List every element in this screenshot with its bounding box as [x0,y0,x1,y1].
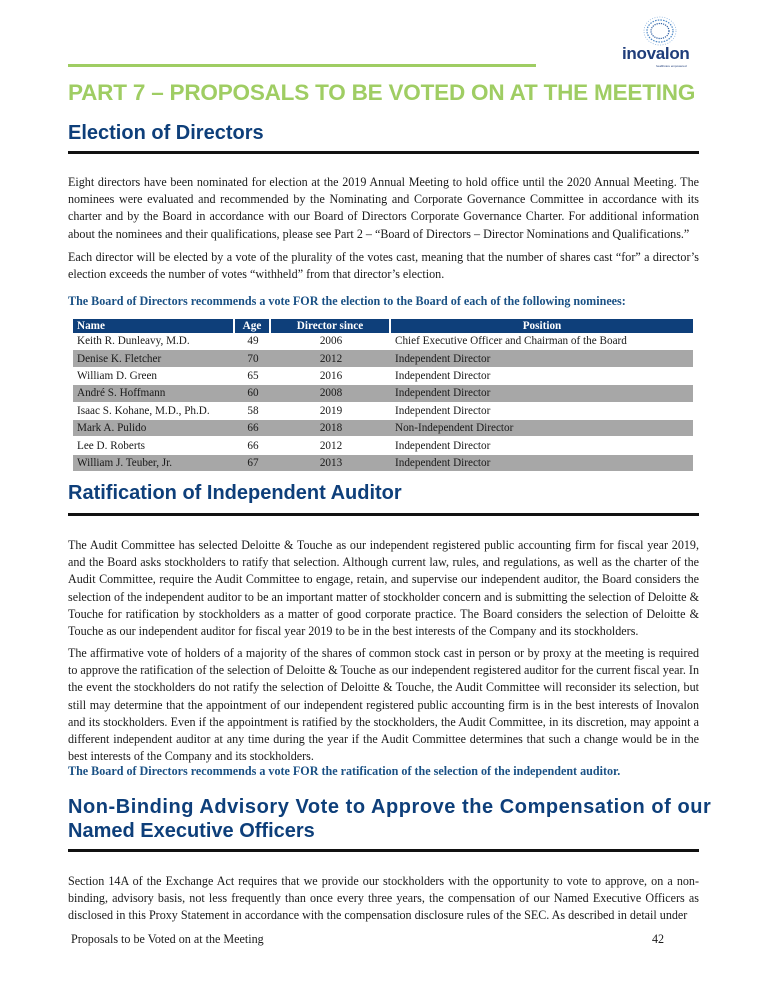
auditor-paragraph-2: The affirmative vote of holders of a majority of the shares of common stock cast in person or by proxy at the meeting is required to approve the ratification of the selection of Deloitte & Touche as our independent registered auditor for the current fiscal year. In the event the stockholders do not ratify the selection of Deloitte & Touche, the Audit Committee will reconsider its selection, but still may determine that the appointment of our independent registered public accounting firm is in the best interests of Inovalon and its stockholders. Even if the appointment is ratified by the stockholders, the Audit Committee, in its discretion, may appoint a different independent auditor at any time during the year if the Audit Committee determines that such a change would be in the best interests of the Company and its stockholders. [68,646,699,764]
column-header-name: Name [73,319,235,333]
column-header-position: Position [391,319,693,333]
election-heading-rule [68,151,699,154]
cell-age: 58 [235,403,271,420]
cell-position: Independent Director [391,437,693,454]
cell-position: Independent Director [391,403,693,420]
table-row [73,333,693,350]
cell-director-since: 2006 [271,333,391,350]
cell-name: Keith R. Dunleavy, M.D. [73,333,235,350]
table-row [73,437,693,454]
logo-tagline: healthcare empowered [656,64,687,68]
part-title: PART 7 – PROPOSALS TO BE VOTED ON AT THE MEETING [68,80,696,105]
election-heading: Election of Directors [68,122,264,144]
cell-age: 66 [235,437,271,454]
cell-director-since: 2012 [271,437,391,454]
cell-director-since: 2013 [271,455,391,472]
logo-wordmark: inovalon [622,44,690,63]
footer-section-label: Proposals to be Voted on at the Meeting [71,932,264,946]
cell-director-since: 2016 [271,368,391,385]
cell-position: Chief Executive Officer and Chairman of the Board [391,333,693,350]
cell-age: 67 [235,455,271,472]
sunburst-ring-icon [640,14,680,48]
cell-age: 65 [235,368,271,385]
cell-name: Denise K. Fletcher [73,350,235,367]
cell-director-since: 2012 [271,350,391,367]
cell-name: William J. Teuber, Jr. [73,455,235,472]
table-row [73,385,693,402]
table-row [73,455,693,472]
election-paragraph-1: Eight directors have been nominated for election at the 2019 Annual Meeting to hold office until the 2020 Annual Meeting. The nominees were evaluated and recommended by the Nominating and Corporate Governance Committee in accordance with its charter and by the Board in accordance with our Board of Directors Corporate Governance Charter. For additional information about the nominees and their qualifications, please see Part 2 – “Board of Directors – Director Nominations and Qualifications.” [68,175,699,241]
compensation-heading-line-2: Named Executive Officers [68,820,315,842]
cell-age: 66 [235,420,271,437]
cell-position: Independent Director [391,385,693,402]
auditor-recommendation: The Board of Directors recommends a vote FOR the ratification of the selection of the independent auditor. [68,764,621,778]
table-row [73,368,693,385]
director-nominees-table [73,319,693,472]
cell-position: Independent Director [391,368,693,385]
company-logo [618,14,708,68]
cell-position: Non-Independent Director [391,420,693,437]
table-row [73,420,693,437]
cell-position: Independent Director [391,350,693,367]
cell-director-since: 2008 [271,385,391,402]
cell-director-since: 2018 [271,420,391,437]
page-number: 42 [652,932,665,946]
header-green-rule [68,64,536,67]
table-row [73,350,693,367]
compensation-heading-rule [68,849,699,852]
election-recommendation: The Board of Directors recommends a vote FOR the election to the Board of each of the following nominees: [68,294,626,308]
election-paragraph-2: Each director will be elected by a vote of the plurality of the votes cast, meaning that the number of shares cast “for” a director’s election exceeds the number of votes “withheld” from that director’s election. [68,250,699,282]
auditor-paragraph-1: The Audit Committee has selected Deloitte & Touche as our independent registered public accounting firm for fiscal year 2019, and the Board asks stockholders to ratify that selection. Although current law, rules, and regulations, as well as the charter of the Audit Committee, require the Audit Committee to engage, retain, and supervise our independent auditor, the Board considers the selection of the independent auditor to be an important matter of stockholder concern and is submitting the selection of Deloitte & Touche for ratification by stockholders as a matter of good corporate practice. The Board considers the selection of Deloitte & Touche as our independent auditor for fiscal year 2019 to be in the best interests of the Company and its stockholders. [68,538,699,639]
cell-name: Isaac S. Kohane, M.D., Ph.D. [73,403,235,420]
cell-name: Lee D. Roberts [73,437,235,454]
cell-name: Mark A. Pulido [73,420,235,437]
cell-age: 60 [235,385,271,402]
cell-position: Independent Director [391,455,693,472]
cell-age: 49 [235,333,271,350]
cell-name: William D. Green [73,368,235,385]
compensation-paragraph: Section 14A of the Exchange Act requires that we provide our stockholders with the opportunity to vote to approve, on a non-binding, advisory basis, not less frequently than once every three years, the compensation of our Named Executive Officers as disclosed in this Proxy Statement in accordance with the compensation disclosure rules of the SEC. As described in detail under [68,874,699,923]
column-header-age: Age [235,319,271,333]
auditor-heading-rule [68,513,699,516]
auditor-heading: Ratification of Independent Auditor [68,482,402,504]
column-header-director-since: Director since [271,319,391,333]
cell-director-since: 2019 [271,403,391,420]
cell-age: 70 [235,350,271,367]
table-header-row [73,319,693,333]
table-row [73,403,693,420]
compensation-heading-line-1: Non-Binding Advisory Vote to Approve the Compensation of our [68,796,712,818]
cell-name: André S. Hoffmann [73,385,235,402]
